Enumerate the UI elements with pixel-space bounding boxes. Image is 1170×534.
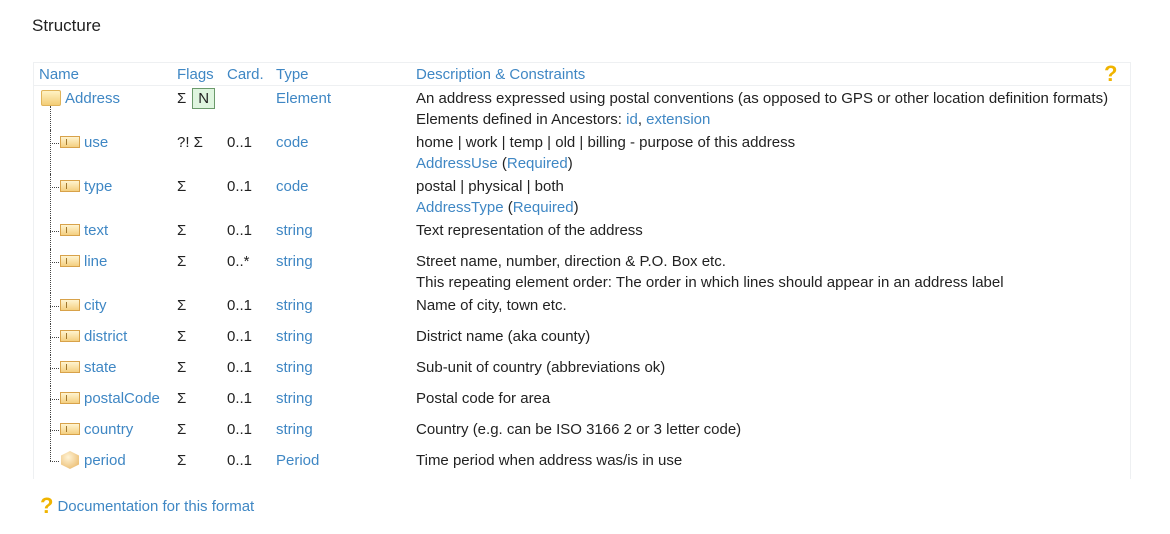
help-icon[interactable]: ?	[1104, 61, 1118, 86]
primitive-icon	[60, 361, 80, 373]
header-card: Card.	[227, 63, 276, 86]
primitive-icon	[60, 299, 80, 311]
flags: ?! Σ	[177, 134, 203, 151]
flags: Σ	[177, 253, 187, 270]
table-row	[34, 218, 1131, 249]
primitive-icon	[60, 180, 80, 192]
type-link[interactable]: string	[276, 222, 313, 239]
description: home | work | temp | old | billing - purpose of this address	[416, 134, 796, 151]
table-row	[34, 293, 1131, 324]
table-row	[34, 130, 1131, 174]
binding-strength-link[interactable]: Required	[512, 199, 574, 216]
element-name-link[interactable]: city	[84, 297, 107, 314]
structure-table	[33, 62, 1131, 479]
description: Name of city, town etc.	[416, 297, 567, 314]
primitive-icon	[60, 423, 80, 435]
cardinality: 0..1	[227, 328, 253, 345]
primitive-icon	[60, 224, 80, 236]
folder-icon	[41, 90, 61, 106]
flags: Σ	[177, 421, 187, 438]
documentation-link-row[interactable]	[40, 493, 254, 519]
flags: Σ	[177, 328, 187, 345]
normative-badge: N	[192, 88, 215, 109]
element-name-link[interactable]: line	[84, 253, 108, 270]
cardinality: 0..1	[227, 134, 253, 151]
valueset-link[interactable]: AddressType	[416, 199, 504, 216]
element-name-link[interactable]: use	[84, 134, 109, 151]
header-flags: Flags	[177, 63, 227, 86]
flags: Σ	[177, 178, 187, 195]
element-name-link[interactable]: district	[84, 328, 128, 345]
cardinality: 0..1	[227, 421, 253, 438]
description: An address expressed using postal conventions (as opposed to GPS or other location definition formats)	[416, 90, 1109, 107]
table-row	[34, 324, 1131, 355]
cardinality: 0..1	[227, 222, 253, 239]
table-row	[34, 448, 1131, 479]
paren: (	[497, 155, 507, 172]
type-link[interactable]: string	[276, 297, 313, 314]
flags: Σ	[177, 297, 187, 314]
cardinality: 0..1	[227, 390, 253, 407]
header-desc: Description & Constraints	[416, 65, 586, 83]
element-name-link[interactable]: type	[84, 178, 113, 195]
description-note: This repeating element order: The order in which lines should appear in an address label	[416, 274, 1004, 291]
flags: Σ	[177, 222, 187, 239]
type-link[interactable]: Period	[276, 452, 320, 469]
flags: Σ	[177, 359, 187, 376]
header-name: Name	[34, 63, 178, 86]
element-name-link[interactable]: state	[84, 359, 117, 376]
cardinality: 0..*	[227, 253, 250, 270]
element-name-link[interactable]: period	[84, 452, 126, 469]
type-link[interactable]: string	[276, 253, 313, 270]
type-link[interactable]: string	[276, 390, 313, 407]
flags: Σ	[177, 90, 187, 107]
id-link[interactable]: id	[626, 111, 638, 128]
paren: (	[503, 199, 513, 216]
description: Country (e.g. can be ISO 3166 2 or 3 letter code)	[416, 421, 742, 438]
valueset-link[interactable]: AddressUse	[416, 155, 498, 172]
type-link[interactable]: string	[276, 421, 313, 438]
description: Postal code for area	[416, 390, 551, 407]
cardinality: 0..1	[227, 297, 253, 314]
cardinality: 0..1	[227, 359, 253, 376]
table-row	[34, 249, 1131, 293]
table-row	[34, 386, 1131, 417]
table-header	[34, 63, 1131, 86]
paren: )	[573, 199, 579, 216]
type-link[interactable]: code	[276, 178, 309, 195]
cardinality: 0..1	[227, 178, 253, 195]
description: postal | physical | both	[416, 178, 564, 195]
cardinality: 0..1	[227, 452, 253, 469]
documentation-link[interactable]: Documentation for this format	[57, 498, 255, 515]
flags: Σ	[177, 452, 187, 469]
flags: Σ	[177, 390, 187, 407]
type-link[interactable]: Element	[276, 90, 332, 107]
table-row-root	[34, 86, 1131, 131]
description: District name (aka county)	[416, 328, 591, 345]
header-type: Type	[276, 63, 416, 86]
ancestors-label: Elements defined in Ancestors:	[416, 111, 627, 128]
type-link[interactable]: string	[276, 328, 313, 345]
description: Time period when address was/is in use	[416, 452, 683, 469]
help-icon: ?	[40, 493, 54, 518]
primitive-icon	[60, 255, 80, 267]
separator: ,	[637, 111, 647, 128]
description: Text representation of the address	[416, 222, 643, 239]
table-row	[34, 355, 1131, 386]
section-title: Structure	[32, 16, 101, 35]
type-link[interactable]: string	[276, 359, 313, 376]
table-row	[34, 174, 1131, 218]
element-name-link[interactable]: postalCode	[84, 390, 160, 407]
extension-link[interactable]: extension	[646, 111, 711, 128]
element-name-link[interactable]: Address	[65, 90, 121, 107]
binding-strength-link[interactable]: Required	[506, 155, 568, 172]
primitive-icon	[60, 330, 80, 342]
primitive-icon	[60, 136, 80, 148]
paren: )	[567, 155, 573, 172]
element-name-link[interactable]: country	[84, 421, 134, 438]
description: Street name, number, direction & P.O. Box etc.	[416, 253, 726, 270]
element-name-link[interactable]: text	[84, 222, 109, 239]
datatype-icon	[61, 451, 79, 469]
description: Sub-unit of country (abbreviations ok)	[416, 359, 666, 376]
primitive-icon	[60, 392, 80, 404]
type-link[interactable]: code	[276, 134, 309, 151]
table-row	[34, 417, 1131, 448]
